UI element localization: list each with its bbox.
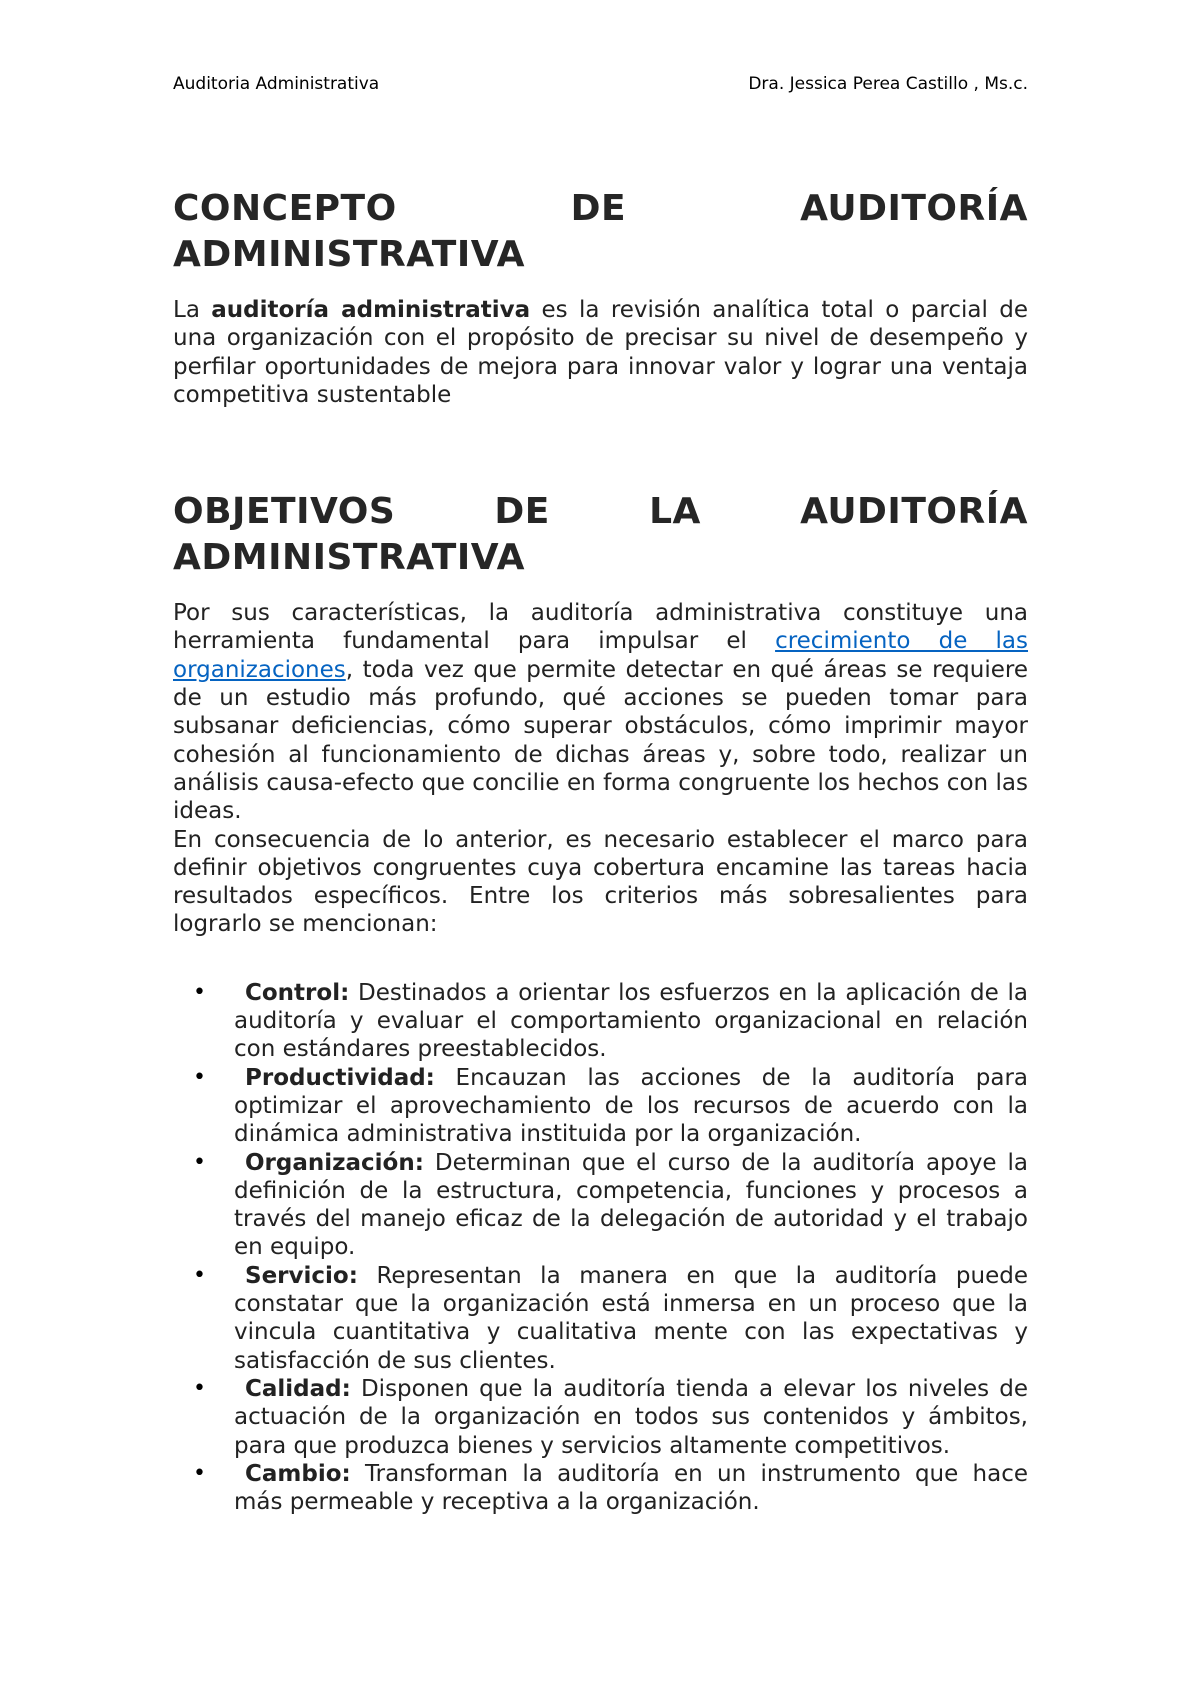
bullet-icon: • bbox=[193, 1460, 206, 1486]
bullet-icon: • bbox=[193, 1064, 206, 1090]
criterion-description: Encauzan las acciones de la auditoría para optimizar el aprovechamiento de los recursos de acuerdo con la dinámica administrativa instituida por la organización. bbox=[234, 1064, 1028, 1148]
criterion-term: Servicio: bbox=[245, 1262, 358, 1289]
section-concept-title bbox=[173, 186, 1028, 278]
list-item bbox=[173, 1262, 1028, 1375]
page-header bbox=[173, 74, 1028, 94]
criterion-term: Productividad: bbox=[245, 1064, 435, 1091]
section-objectives-title-line1 bbox=[173, 489, 1028, 535]
header-left-title: Auditoria Administrativa bbox=[173, 74, 380, 94]
title-word: OBJETIVOS bbox=[173, 491, 396, 533]
bullet-icon: • bbox=[193, 1149, 206, 1175]
list-item bbox=[173, 1149, 1028, 1262]
section-objectives-title bbox=[173, 489, 1028, 581]
growth-of-organizations-link[interactable]: crecimiento de las organizaciones bbox=[173, 628, 1029, 683]
document-body bbox=[173, 186, 1028, 1516]
list-item bbox=[173, 1064, 1028, 1149]
objectives-paragraph-1 bbox=[173, 599, 1028, 825]
objectives-paragraph-1-end: , toda vez que permite detectar en qué áreas se requiere de un estudio más profundo, qué acciones se pueden tomar para subsanar deficiencias, cómo superar obstáculos, cómo imprimir mayor cohesión al funcionamiento de dichas áreas y, sobre todo, realizar un análisis causa-efecto que concilie en forma congruente los hechos con las ideas. bbox=[173, 656, 1028, 825]
title-word: DE bbox=[570, 188, 627, 229]
concept-paragraph-body: es la revisión analítica total o parcial de una organización con el propósito de precisar su nivel de desempeño y perfilar oportunidades de mejora para innovar valor y lograr una ventaja competitiva sustentable bbox=[173, 297, 1028, 408]
section-concept-title-line2: ADMINISTRATIVA bbox=[173, 234, 525, 275]
concept-paragraph-bold-term: auditoría administrativa bbox=[211, 297, 531, 323]
title-word: AUDITORÍA bbox=[800, 491, 1028, 533]
objectives-paragraph-2: En consecuencia de lo anterior, es necesario establecer el marco para definir objetivos congruentes cuya cobertura encamine las tareas hacia resultados específicos. Entre los criterios más sobresalientes para lograrlo se mencionan: bbox=[173, 826, 1028, 938]
list-item bbox=[173, 979, 1028, 1064]
header-right-author: Dra. Jessica Perea Castillo , Ms.c. bbox=[748, 74, 1028, 94]
objectives-paragraph-1-start: Por sus características, la auditoría administrativa constituye una herramienta fundamental para impulsar el bbox=[173, 600, 1028, 655]
bullet-icon: • bbox=[193, 1375, 206, 1401]
criterion-description: Destinados a orientar los esfuerzos en la aplicación de la auditoría y evaluar el comportamiento organizacional en relación con estándares preestablecidos. bbox=[234, 979, 1028, 1063]
criteria-list bbox=[173, 979, 1028, 1517]
section-objectives-title-line2: ADMINISTRATIVA bbox=[173, 537, 525, 579]
list-item bbox=[173, 1460, 1028, 1517]
criterion-term: Cambio: bbox=[245, 1460, 351, 1487]
title-word: AUDITORÍA bbox=[800, 188, 1028, 229]
criterion-description: Disponen que la auditoría tienda a elevar los niveles de actuación de la organización en todos sus contenidos y ámbitos, para que produzca bienes y servicios altamente competitivos. bbox=[234, 1375, 1028, 1459]
bullet-icon: • bbox=[193, 1262, 206, 1288]
criterion-term: Calidad: bbox=[245, 1375, 351, 1402]
section-concept-title-line1 bbox=[173, 186, 1028, 232]
concept-paragraph-prefix: La bbox=[173, 297, 212, 323]
criterion-description: Determinan que el curso de la auditoría apoye la definición de la estructura, competencia, funciones y procesos a través del manejo eficaz de la delegación de autoridad y el trabajo en equipo. bbox=[234, 1149, 1028, 1261]
criterion-description: Representan la manera en que la auditoría puede constatar que la organización está inmersa en un proceso que la vincula cuantitativa y cualitativa mente con las expectativas y satisfacción de sus clientes. bbox=[234, 1262, 1028, 1374]
title-word: DE bbox=[494, 491, 550, 533]
bullet-icon: • bbox=[193, 979, 206, 1005]
title-word: LA bbox=[649, 491, 701, 533]
criterion-term: Control: bbox=[245, 979, 350, 1006]
criterion-term: Organización: bbox=[245, 1149, 424, 1176]
concept-paragraph bbox=[173, 296, 1028, 409]
criterion-description: Transforman la auditoría en un instrumento que hace más permeable y receptiva a la organización. bbox=[234, 1460, 1028, 1516]
title-word: CONCEPTO bbox=[173, 188, 397, 229]
list-item bbox=[173, 1375, 1028, 1460]
